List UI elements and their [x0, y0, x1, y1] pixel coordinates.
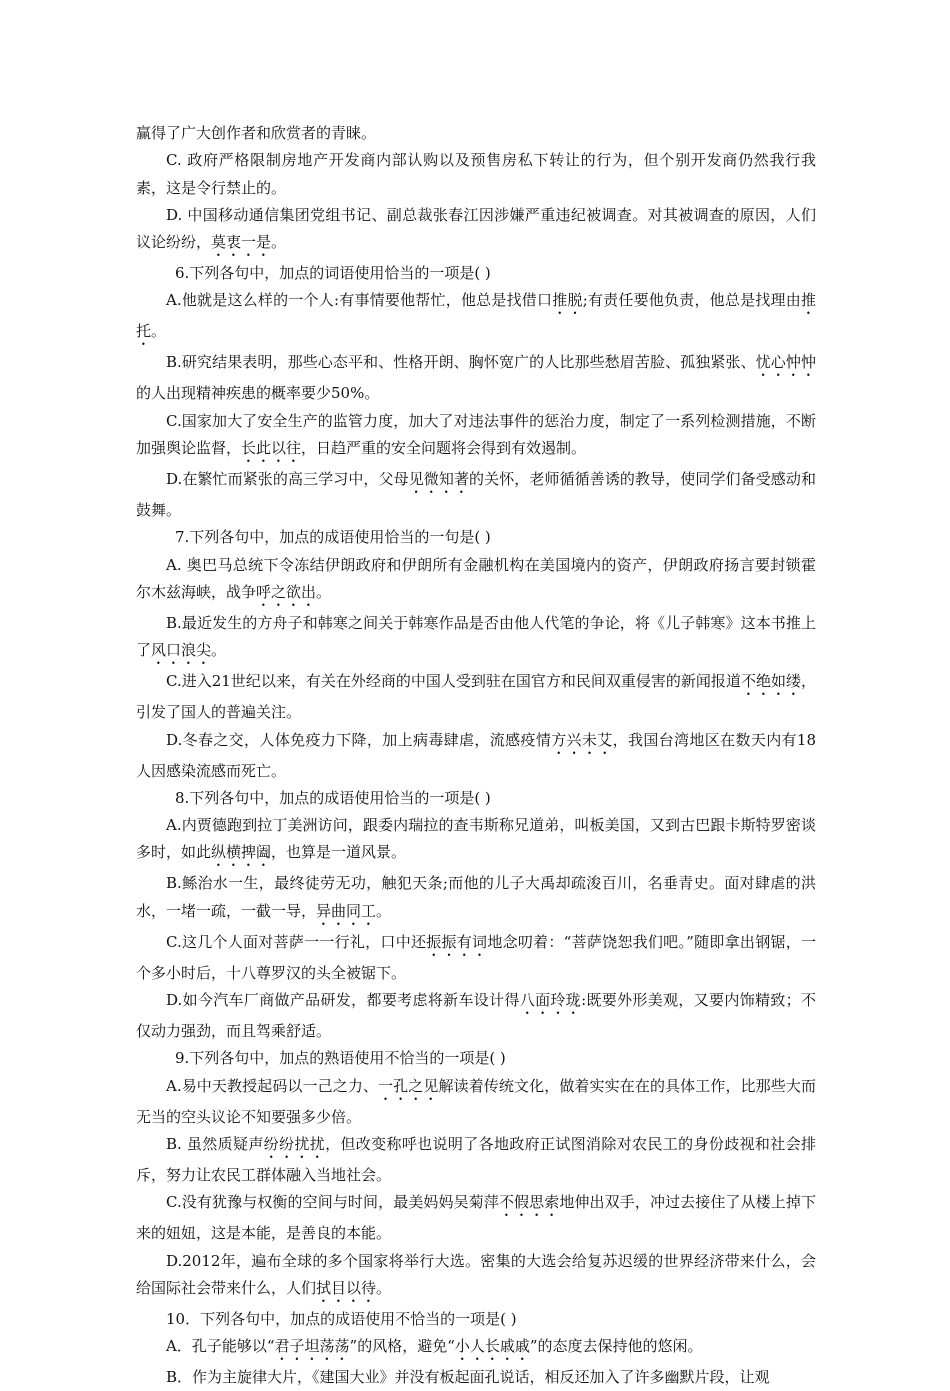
paragraph — [136, 260, 816, 287]
text-run: A.他就是这么样的一个人:有事情要他帮忙，他总是找借口 — [166, 291, 553, 310]
emphasized-term: 小人长戚戚 — [454, 1337, 530, 1356]
emphasized-term: 方兴未艾 — [551, 730, 613, 749]
emphasized-term: 忧心忡忡 — [755, 353, 816, 372]
emphasized-term: 一孔之见 — [378, 1076, 439, 1095]
emphasized-term: 君子坦荡荡 — [274, 1337, 350, 1356]
paragraph — [136, 1189, 816, 1247]
paragraph — [136, 1333, 816, 1364]
emphasized-term: 不假思索 — [498, 1193, 560, 1212]
paragraph — [136, 1131, 816, 1189]
paragraph — [136, 785, 816, 812]
text-run: ，我国台湾地区在数天内有18人因感染流感而死亡。 — [136, 730, 816, 780]
paragraph — [136, 668, 816, 726]
paragraph — [136, 812, 816, 870]
emphasized-term: 异曲同工 — [316, 901, 377, 920]
paragraph — [136, 349, 816, 407]
text-run: D. 中国移动通信集团党组书记、副总裁张春江因涉嫌严重违纪被调查。对其被调查的原因，人们议论纷纷， — [136, 205, 816, 252]
text-run: D.2012年，遍布全球的多个国家将举行大选。密集的大选会给复苏迟缓的世界经济带来什么，会给国际社会带来什么，人们 — [136, 1251, 816, 1297]
text-run: D.在繁忙而紧张的高三学习中，父母 — [166, 470, 409, 489]
text-run: C.进入21世纪以来，有关在外经商的中国人受到驻在国官方和民间双重侵害的新闻报道 — [166, 672, 741, 691]
emphasized-term: 见微知著 — [408, 470, 470, 489]
text-run: 。 — [271, 233, 287, 252]
paragraph — [136, 408, 816, 466]
emphasized-term: 推脱 — [552, 291, 583, 310]
text-run: D.如今汽车厂商做产品研发，都要考虑将新车设计得 — [166, 991, 520, 1010]
text-run: C.这几个人面对菩萨一一行礼，口中还 — [166, 932, 427, 951]
paragraph — [136, 524, 816, 551]
text-run: ，也算是一道风景。 — [271, 843, 407, 862]
emphasized-term: 纵横捭阖 — [211, 843, 272, 862]
emphasized-term: 长此以往 — [241, 439, 302, 458]
paragraph — [136, 287, 816, 349]
text-run: 赢得了广大创作者和欣赏者的青睐。 — [136, 124, 377, 142]
text-run: ”的风格，避免“ — [349, 1337, 455, 1356]
text-run: A.内贾德跑到拉丁美洲访问，跟委内瑞拉的查韦斯称兄道弟，叫板美国，又到古巴跟卡斯特罗密谈多时，如此 — [136, 816, 816, 862]
paragraph — [136, 870, 816, 928]
text-run: 。 — [316, 582, 332, 601]
emphasized-term: 纷纷扰扰 — [263, 1134, 326, 1153]
text-run: 解读着传统文化，做着实实在在的具体工作，比那些大而无当的空头议论不知要强多少倍。 — [136, 1076, 816, 1126]
text-run: 7.下列各句中，加点的成语使用恰当的一句是( ) — [175, 528, 491, 547]
text-run: ”的态度去保持他的悠闲。 — [529, 1337, 703, 1356]
paragraph — [136, 610, 816, 668]
document-body — [136, 120, 816, 1391]
text-run: 。 — [211, 641, 227, 660]
text-run: 。 — [376, 901, 392, 920]
text-run: 的关怀，老师循循善诱的教导，使同学们备受感动和鼓舞。 — [136, 470, 816, 520]
paragraph — [136, 552, 816, 610]
text-run: 9.下列各句中，加点的熟语使用不恰当的一项是( ) — [175, 1049, 506, 1068]
emphasized-term: 八面玲珑 — [519, 991, 582, 1010]
text-run: ，但改变称呼也说明了各地政府正试图消除对农民工的身份歧视和社会排斥，努力让农民工群体融入当地社会。 — [136, 1134, 816, 1184]
text-run: 。 — [376, 1278, 392, 1297]
paragraph — [136, 147, 816, 202]
emphasized-term: 莫衷一是 — [211, 233, 272, 252]
paragraph — [136, 1306, 816, 1333]
paragraph — [136, 1248, 816, 1306]
text-run: B．作为主旋律大片，《建国大业》并没有板起面孔说话，相反还加入了许多幽默片段，让观 — [166, 1368, 770, 1387]
text-run: 地念叨着：“菩萨饶恕我们吧。”随即拿出钢锯，一个多小时后，十八尊罗汉的头全被锯下。 — [136, 932, 816, 982]
paragraph — [136, 1364, 816, 1391]
text-run: 6.下列各句中，加点的词语使用恰当的一项是( ) — [175, 264, 491, 283]
text-run: C.国家加大了安全生产的监管力度，加大了对违法事件的惩治力度，制定了一系列检测措施，不断加强舆论监督， — [136, 411, 816, 458]
text-run: B.研究结果表明，那些心态平和、性格开朗、胸怀宽广的人比那些愁眉苦脸、孤独紧张、 — [166, 353, 756, 372]
text-run: B. 虽然质疑声 — [166, 1134, 264, 1153]
paragraph — [136, 120, 816, 147]
text-run: 8.下列各句中，加点的成语使用恰当的一项是( ) — [175, 788, 491, 807]
text-run: :既要外形美观，又要内饰精致；不仅动力强劲，而且驾乘舒适。 — [136, 991, 816, 1041]
paragraph — [136, 202, 816, 260]
paragraph — [136, 1045, 816, 1072]
text-run: C.没有犹豫与权衡的空间与时间，最美妈妈吴菊萍 — [166, 1193, 499, 1212]
text-run: B.最近发生的方舟子和韩寒之间关于韩寒作品是否由他人代笔的争论，将《儿子韩寒》这本书推上了 — [136, 613, 816, 660]
emphasized-term: 呼之欲出 — [256, 582, 317, 601]
emphasized-term: 振振有词 — [426, 932, 488, 951]
text-run: 10．下列各句中，加点的成语使用不恰当的一项是( ) — [166, 1309, 517, 1328]
emphasized-term: 推托 — [136, 291, 816, 341]
paragraph — [136, 466, 816, 524]
paragraph — [136, 987, 816, 1045]
text-run: ，引发了国人的普遍关注。 — [136, 672, 816, 722]
text-run: A．孔子能够以“ — [166, 1337, 275, 1356]
emphasized-term: 风口浪尖 — [151, 641, 212, 660]
text-run: D.冬春之交，人体免疫力下降，加上病毒肆虐，流感疫情 — [166, 730, 552, 749]
text-run: 的人出现精神疾患的概率要少50%。 — [136, 384, 380, 403]
emphasized-term: 拭目以待 — [316, 1278, 377, 1297]
text-run: A.易中天教授起码以一己之力、 — [166, 1076, 379, 1095]
text-run: 地伸出双手，冲过去接住了从楼上掉下来的妞妞，这是本能，是善良的本能。 — [136, 1193, 816, 1243]
text-run: C. 政府严格限制房地产开发商内部认购以及预售房私下转让的行为，但个别开发商仍然我行我素，这是令行禁止的。 — [136, 151, 816, 197]
text-run: 。 — [151, 322, 167, 341]
text-run: ;有责任要他负责，他总是找理由 — [582, 291, 801, 310]
paragraph — [136, 929, 816, 987]
emphasized-term: 不绝如缕 — [740, 672, 801, 691]
paragraph — [136, 1073, 816, 1131]
text-run: B.鲧治水一生，最终徒劳无功，触犯天条;而他的儿子大禹却疏浚百川，名垂青史。面对肆虐的洪水，一堵一疏，一截一导， — [136, 874, 816, 920]
text-run: A. 奥巴马总统下令冻结伊朗政府和伊朗所有金融机构在美国境内的资产，伊朗政府扬言要封锁霍尔木兹海峡，战争 — [136, 555, 816, 601]
paragraph — [136, 727, 816, 785]
text-run: ，日趋严重的安全问题将会得到有效遏制。 — [301, 439, 587, 458]
